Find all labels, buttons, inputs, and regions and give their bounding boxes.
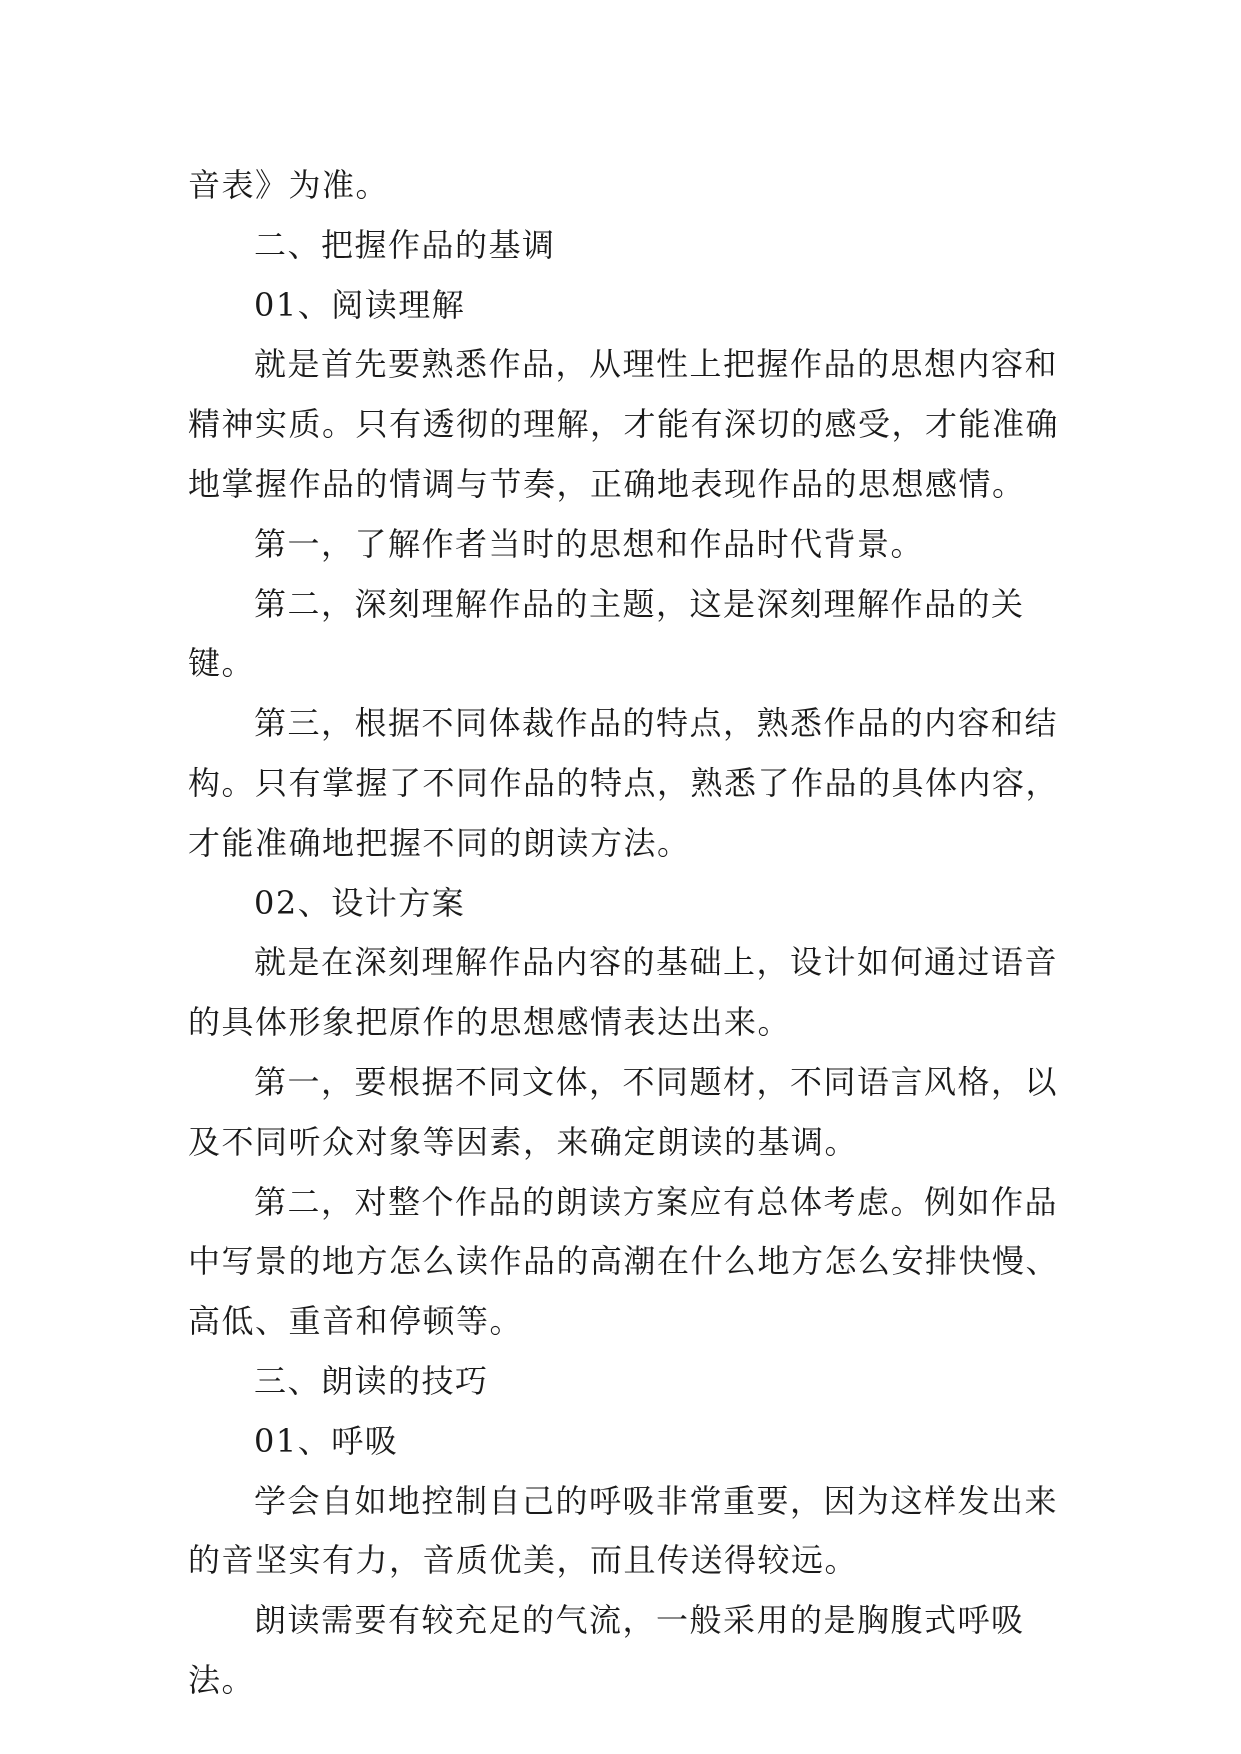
document-body (188, 156, 1088, 1711)
paragraph: 第一，了解作者当时的思想和作品时代背景。 (254, 524, 925, 563)
paragraph: 第一，要根据不同文体，不同题材，不同语言风格，以及不同听众对象等因素，来确定朗读的基调。 (188, 1062, 1059, 1161)
subsection-heading: 01、阅读理解 (254, 285, 466, 324)
paragraph: 学会自如地控制自己的呼吸非常重要，因为这样发出来的音坚实有力，音质优美，而且传送得较远。 (188, 1481, 1059, 1580)
paragraph: 第三，根据不同体裁作品的特点，熟悉作品的内容和结构。只有掌握了不同作品的特点，熟悉了作品的具体内容，才能准确地把握不同的朗读方法。 (188, 704, 1060, 862)
section-heading: 二、把握作品的基调 (254, 225, 556, 264)
paragraph: 第二，深刻理解作品的主题，这是深刻理解作品的关键。 (188, 584, 1025, 683)
paragraph: 第二，对整个作品的朗读方案应有总体考虑。例如作品中写景的地方怎么读作品的高潮在什么地方怎么安排快慢、高低、重音和停顿等。 (188, 1182, 1060, 1341)
paragraph: 就是在深刻理解作品内容的基础上，设计如何通过语音的具体形象把原作的思想感情表达出来。 (188, 943, 1059, 1042)
paragraph: 朗读需要有较充足的气流，一般采用的是胸腹式呼吸法。 (188, 1601, 1025, 1699)
subsection-heading: 01、呼吸 (254, 1421, 399, 1460)
paragraph: 就是首先要熟悉作品，从理性上把握作品的思想内容和精神实质。只有透彻的理解，才能有深切的感受，才能准确地掌握作品的情调与节奏，正确地表现作品的思想感情。 (188, 345, 1060, 503)
paragraph: 音表》为准。 (188, 166, 390, 204)
section-heading: 三、朗读的技巧 (254, 1361, 489, 1400)
subsection-heading: 02、设计方案 (254, 883, 466, 922)
